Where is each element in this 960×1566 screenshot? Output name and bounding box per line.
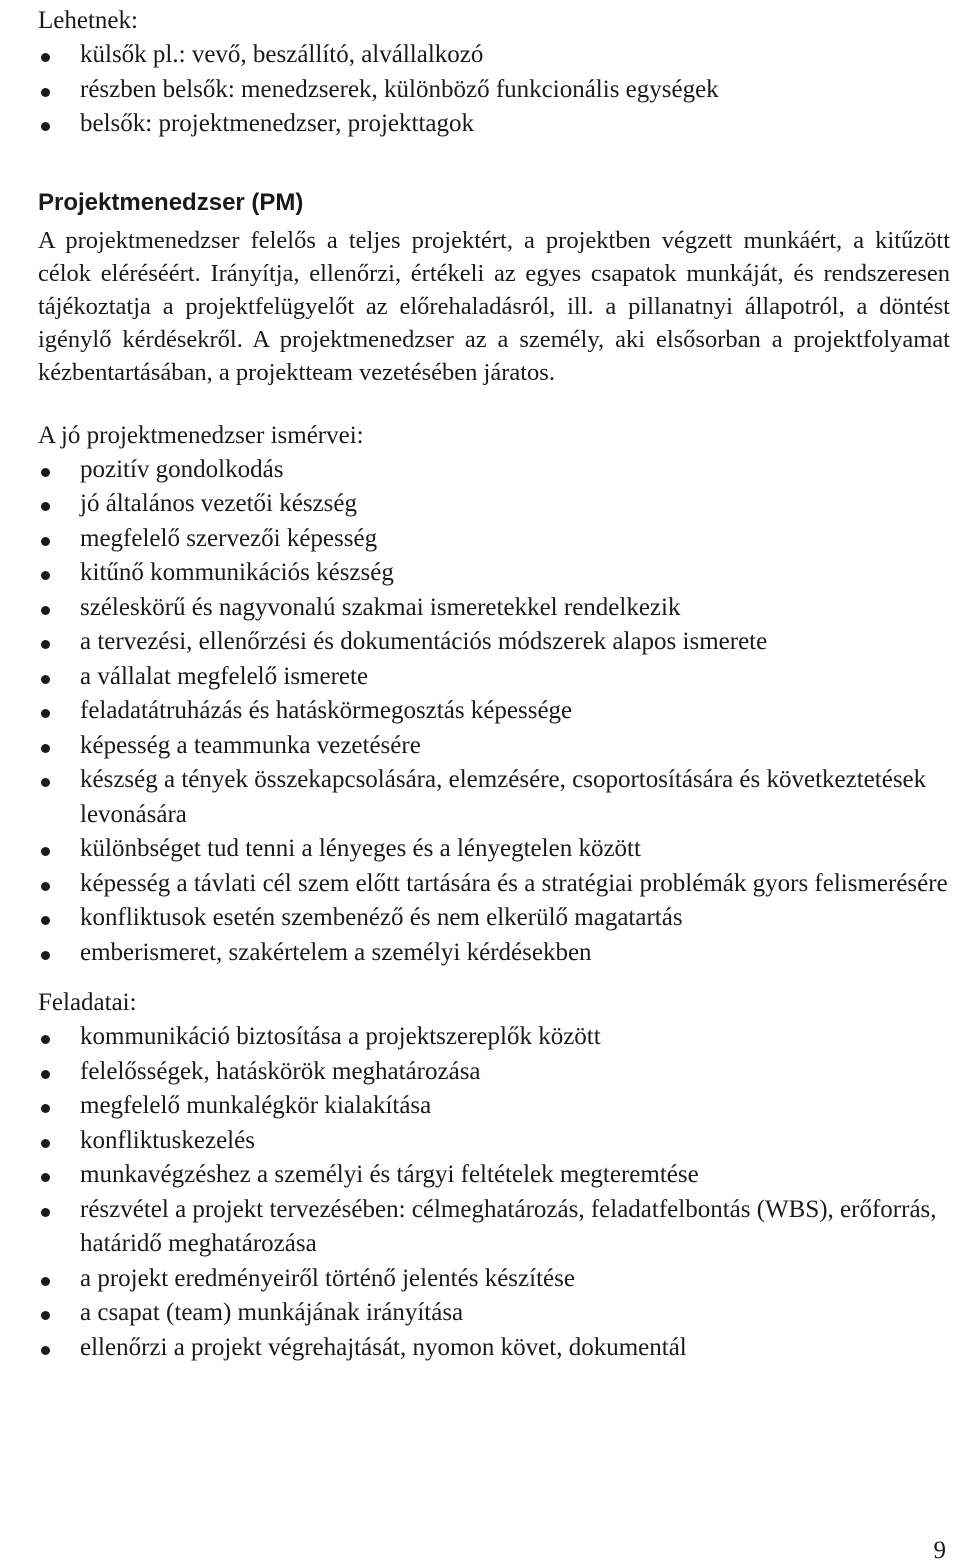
bullet-icon bbox=[41, 640, 50, 649]
list-item: a vállalat megfelelő ismerete bbox=[38, 660, 950, 695]
list-item: készség a tények összekapcsolására, elemzésére, csoportosítására és következtetések levonására bbox=[38, 763, 950, 832]
ismervei-heading: A jó projektmenedzser ismérvei: bbox=[38, 421, 364, 449]
list-item: belsők: projektmenedzser, projekttagok bbox=[38, 107, 950, 142]
bullet-icon bbox=[41, 1035, 50, 1044]
list-item: jó általános vezetői készség bbox=[38, 487, 950, 522]
bullet-icon bbox=[41, 53, 50, 62]
bullet-icon bbox=[41, 847, 50, 856]
bullet-icon bbox=[41, 571, 50, 580]
document-page bbox=[38, 4, 950, 1365]
bullet-icon bbox=[41, 537, 50, 546]
bullet-icon bbox=[41, 882, 50, 891]
list-item: külsők pl.: vevő, beszállító, alvállalkozó bbox=[38, 38, 950, 73]
bullet-icon bbox=[41, 1277, 50, 1286]
lehetnek-list bbox=[38, 38, 950, 142]
list-item: konfliktusok esetén szembenéző és nem elkerülő magatartás bbox=[38, 901, 950, 936]
list-item: képesség a teammunka vezetésére bbox=[38, 729, 950, 764]
pm-heading: Projektmenedzser (PM) bbox=[38, 188, 304, 216]
feladatai-heading: Feladatai: bbox=[38, 989, 137, 1016]
bullet-icon bbox=[41, 1104, 50, 1113]
list-item: emberismeret, szakértelem a személyi kérdésekben bbox=[38, 936, 950, 971]
list-item: részvétel a projekt tervezésében: célmeghatározás, feladatfelbontás (WBS), erőforrás, határidő meghatározása bbox=[38, 1193, 950, 1262]
list-item: felelősségek, hatáskörök meghatározása bbox=[38, 1055, 950, 1090]
ismervei-list bbox=[38, 453, 950, 971]
list-item: konfliktuskezelés bbox=[38, 1124, 950, 1159]
bullet-icon bbox=[41, 468, 50, 477]
list-item: munkavégzéshez a személyi és tárgyi feltételek megteremtése bbox=[38, 1158, 950, 1193]
bullet-icon bbox=[41, 916, 50, 925]
list-item: különbséget tud tenni a lényeges és a lényegtelen között bbox=[38, 832, 950, 867]
list-item: megfelelő szervezői képesség bbox=[38, 522, 950, 557]
list-item: a tervezési, ellenőrzési és dokumentációs módszerek alapos ismerete bbox=[38, 625, 950, 660]
bullet-icon bbox=[41, 122, 50, 131]
bullet-icon bbox=[41, 88, 50, 97]
bullet-icon bbox=[41, 709, 50, 718]
bullet-icon bbox=[41, 778, 50, 787]
pm-paragraph: A projektmenedzser felelős a teljes projektért, a projektben végzett munkáért, a kitűzött célok eléréséért. Irányítja, ellenőrzi, értékeli az egyes csapatok munkáját, és rendszeresen tájékoztatja a projektfelügyelőt az előrehaladásról, ill. a pillanatnyi állapotról, a döntést igénylő kérdésekről. A projektmenedzser az a személy, aki elsősorban a projektfolyamat kézbentartásában, a projektteam vezetésében járatos. bbox=[38, 226, 950, 386]
list-item: megfelelő munkalégkör kialakítása bbox=[38, 1089, 950, 1124]
bullet-icon bbox=[41, 744, 50, 753]
bullet-icon bbox=[41, 606, 50, 615]
lehetnek-heading: Lehetnek: bbox=[38, 7, 138, 34]
feladatai-list bbox=[38, 1020, 950, 1365]
list-item: képesség a távlati cél szem előtt tartására és a stratégiai problémák gyors felismerésére bbox=[38, 867, 950, 902]
bullet-icon bbox=[41, 1346, 50, 1355]
bullet-icon bbox=[41, 1311, 50, 1320]
bullet-icon bbox=[41, 675, 50, 684]
bullet-icon bbox=[41, 1070, 50, 1079]
list-item: széleskörű és nagyvonalú szakmai ismeretekkel rendelkezik bbox=[38, 591, 950, 626]
bullet-icon bbox=[41, 1173, 50, 1182]
bullet-icon bbox=[41, 1208, 50, 1217]
list-item: részben belsők: menedzserek, különböző funkcionális egységek bbox=[38, 73, 950, 108]
list-item: a projekt eredményeiről történő jelentés készítése bbox=[38, 1262, 950, 1297]
list-item: kommunikáció biztosítása a projektszereplők között bbox=[38, 1020, 950, 1055]
list-item: pozitív gondolkodás bbox=[38, 453, 950, 488]
list-item: a csapat (team) munkájának irányítása bbox=[38, 1296, 950, 1331]
list-item: ellenőrzi a projekt végrehajtását, nyomon követ, dokumentál bbox=[38, 1331, 950, 1366]
bullet-icon bbox=[41, 502, 50, 511]
list-item: kitűnő kommunikációs készség bbox=[38, 556, 950, 591]
bullet-icon bbox=[41, 1139, 50, 1148]
bullet-icon bbox=[41, 951, 50, 960]
list-item: feladatátruházás és hatáskörmegosztás képessége bbox=[38, 694, 950, 729]
page-number: 9 bbox=[933, 1537, 946, 1564]
